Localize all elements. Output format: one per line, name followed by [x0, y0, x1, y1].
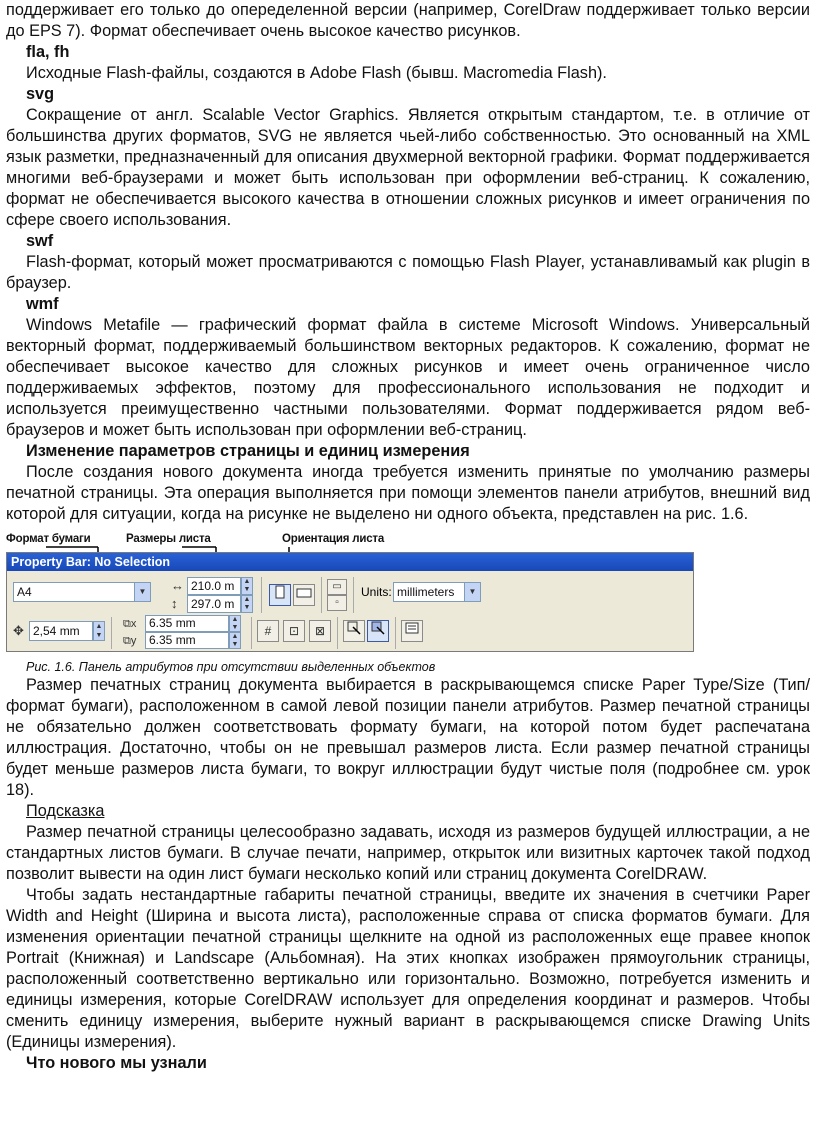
paper-width-value: 210.0 m [191, 579, 235, 593]
duplicate-x-input[interactable] [145, 615, 229, 632]
separator [395, 617, 396, 649]
figure-caption: Рис. 1.6. Панель атрибутов при отсутствии выделенных объектов [26, 660, 436, 674]
page-width-icon: ↔ [171, 578, 184, 593]
snap-to-guidelines-button[interactable]: ⊡ [283, 620, 305, 642]
paragraph-svg: Сокращение от англ. Scalable Vector Graphics. Является открытым стандартом, т.е. в отличие от большинства других форматов, SVG не является чьей-либо собственностью. Это основанный на XML язык разметки, предназначенный для описания двухмерной векторной графики. Формат поддерживается многими веб-браузерами и может быть использован при оформлении веб-страниц. К сожалению, формат не обеспечивается высокого качества в отношении сложных рисунков и имеет ограничения по сфере своего использования. [6, 106, 810, 229]
callout-paper-format: Формат бумаги [6, 533, 91, 545]
units-dropdown[interactable] [393, 582, 481, 602]
all-pages-button[interactable]: ▭ [327, 579, 347, 595]
paper-height-input[interactable] [187, 595, 241, 613]
duplicate-x-icon: ⧉x [123, 618, 137, 630]
heading-page-params: Изменение параметров страницы и единиц измерения [26, 442, 470, 460]
heading-swf: swf [26, 232, 54, 250]
callout-orientation: Ориентация листа [282, 533, 385, 545]
paragraph-paper-size: Размер печатных страниц документа выбирается в раскрывающемся списке Paper Type/Size (Тип/формат бумаги), расположенном в самой левой позиции панели атрибутов. Размер печатной страницы не обязательно должен соответствовать формату бумаги, на которой потом будет распечатана иллюстрация. Достаточно, чтобы он не превышал размеров листа. Если размер печатной страницы будет меньше размеров листа бумаги, то вокруг иллюстрации будут чистые поля (подробнее см. урок 18). [6, 676, 810, 799]
heading-what-new: Что нового мы узнали [26, 1054, 207, 1072]
nudge-input[interactable] [29, 621, 93, 641]
paragraph-tip: Размер печатной страницы целесообразно задавать, исходя из размеров будущей иллюстрации, а не стандартных листов бумаги. В случае печати, например, открыток или визитных карточек такой подход позволит вывести на один лист бумаги несколько копий или страниц документа CorelDRAW. [6, 823, 810, 883]
paper-height-value: 297.0 m [191, 597, 235, 611]
units-value: millimeters [397, 585, 455, 599]
options-button[interactable] [401, 620, 423, 642]
portrait-page-icon [274, 585, 286, 599]
separator [261, 577, 262, 613]
cursor-arrow-icon [347, 621, 361, 635]
paper-type-dropdown[interactable] [13, 582, 151, 602]
separator [251, 617, 252, 649]
separator [353, 577, 354, 613]
paper-height-spinner[interactable]: ▲ ▼ [241, 595, 253, 613]
heading-wmf: wmf [26, 295, 59, 313]
paragraph-wmf: Windows Metafile — графический формат файла в системе Microsoft Windows. Универсальный векторный формат, поддерживаемый большинством векторных редакторов. К сожалению, формат не обеспечивает высокое качество для сложных рисунков и имеет очень ограниченное число поддерживаемых эффектов, поэтому для профессионального использования не подходит и используется преимущественно частными пользователями. Формат поддерживается рядом веб-браузеров и может быть использован при оформлении веб-страниц. [6, 316, 810, 439]
units-label: Units: [361, 585, 392, 599]
tip-heading: Подсказка [26, 802, 105, 820]
duplicate-x-value: 6.35 mm [149, 616, 196, 630]
nudge-spinner[interactable]: ▲ ▼ [93, 621, 105, 641]
duplicate-x-spinner[interactable]: ▲ ▼ [229, 615, 241, 632]
snap-to-objects-button[interactable]: ⊠ [309, 620, 331, 642]
paper-width-spinner[interactable]: ▲ ▼ [241, 577, 253, 595]
portrait-button[interactable] [269, 584, 291, 606]
duplicate-y-input[interactable] [145, 632, 229, 649]
snap-to-grid-button[interactable]: # [257, 620, 279, 642]
current-page-button[interactable]: ▫ [327, 595, 347, 611]
selection-options-button[interactable] [367, 620, 389, 642]
property-bar [6, 552, 694, 652]
landscape-button[interactable] [293, 584, 315, 606]
duplicate-y-icon: ⧉y [123, 635, 137, 647]
document-page [6, 0, 810, 1074]
callout-sheet-size: Размеры листа [126, 533, 211, 545]
paragraph-eps: поддерживает его только до опеределенной версии (например, CorelDraw поддерживает только версии до EPS 7). Формат обеспечивает очень высокое качество рисунков. [6, 1, 810, 40]
treat-as-filled-button[interactable] [343, 620, 365, 642]
page-height-icon: ↕ [171, 596, 178, 611]
paragraph-page-params: После создания нового документа иногда требуется изменить принятые по умолчанию размеры печатной страницы. Эта операция выполняется при помощи элементов панели атрибутов, внешний вид которой для ситуации, когда на рисунке не выделено ни одного объекта, представлен на рис. 1.6. [6, 463, 810, 523]
nudge-icon: ✥ [13, 623, 24, 638]
paragraph-custom-size: Чтобы задать нестандартные габариты печатной страницы, введите их значения в счетчики Paper Width and Height (Ширина и высота листа), расположенные справа от списка форматов бумаги. Для изменения ориентации печатной страницы щелкните на одной из расположенных еще правее кнопок Portrait (Книжная) и Landscape (Альбомная). На этих кнопках изображен прямоугольник страницы, расположенный соответственно вертикально или горизонтально. Возможно, потребуется изменить и единицы измерения, которые CorelDRAW использует для определения координат и размеров. Чтобы сменить единицу измерения, выберите нужный вариант в раскрывающемся списке Drawing Units (Единицы измерения). [6, 886, 810, 1051]
heading-svg: svg [26, 85, 55, 103]
property-bar-title: Property Bar: No Selection [7, 553, 693, 571]
heading-fla: fla, fh [26, 43, 70, 61]
property-bar-figure [6, 525, 810, 657]
duplicate-y-spinner[interactable]: ▲ ▼ [229, 632, 241, 649]
chevron-down-icon[interactable]: ▼ [464, 583, 480, 601]
options-list-icon [405, 621, 419, 635]
separator [337, 617, 338, 649]
chevron-down-icon[interactable]: ▼ [134, 583, 150, 601]
select-box-icon [371, 621, 385, 635]
paper-type-value: A4 [17, 585, 32, 599]
separator [111, 617, 112, 649]
duplicate-y-value: 6.35 mm [149, 633, 196, 647]
landscape-page-icon [296, 587, 312, 599]
paragraph-fla: Исходные Flash-файлы, создаются в Adobe Flash (бывш. Macromedia Flash). [26, 64, 607, 82]
separator [321, 577, 322, 613]
paragraph-swf: Flash-формат, который может просматриваются с помощью Flash Player, устанавливамый как plugin в браузер. [6, 253, 810, 292]
paper-width-input[interactable] [187, 577, 241, 595]
nudge-value: 2,54 mm [33, 624, 80, 638]
